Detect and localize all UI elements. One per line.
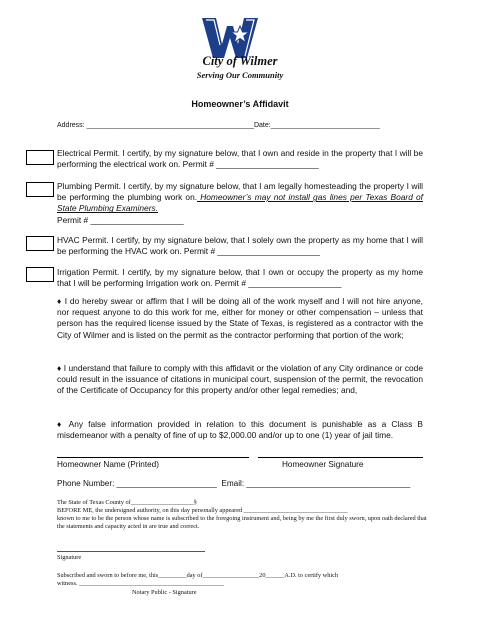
address-label: Address: ___________________________________________ xyxy=(57,122,254,129)
phone-label: Phone Number: ______________________ xyxy=(57,479,217,488)
statement-false-information: ♦ Any false information provided in relation to this document is punishable as a Class B misdemeanor with a penalty of fine of up to $2,000.00 and/or up to one (1) year of jail time. xyxy=(57,419,423,441)
notary-subscribed-line: Subscribed and sworn to before me, this_________day of__________________20______A.D. to certify which xyxy=(57,572,339,579)
statement-self-work: ♦ I do hereby swear or affirm that I will be doing all of the work myself and I will not hire anyone, nor request anyone to do this work for me, either for money or other compensation – unless that person has the required license issued by the State of Texas, is registered as a contractor with the City of Wilmer and is listed on the permit as the contractor performing that portion of the work; xyxy=(57,296,423,340)
notary-county-line: The State of Texas County of____________________§ xyxy=(57,499,197,506)
homeowner-name-line[interactable] xyxy=(57,457,249,458)
notary-signature-line[interactable] xyxy=(57,551,205,552)
electrical-permit-checkbox[interactable] xyxy=(26,150,54,165)
city-name: City of Wilmer xyxy=(202,54,278,68)
plumbing-gas-warning: Homeowner’s may not install gas lines per Texas Board of State Plumbing Examiners. xyxy=(57,192,423,214)
plumbing-permit-number: Permit # ____________________ xyxy=(57,214,184,225)
notary-witness-line: witness. ______________________________________________ xyxy=(57,580,224,587)
plumbing-permit-text: Plumbing Permit. I certify, by my signature below, that I am legally homesteading the property I will be performing the plumbing work on. Homeowner’s may not install gas lines per Texas Board of State Plumbing Examiners. Permit # ____________________ xyxy=(57,181,423,225)
statement-compliance: ♦ I understand that failure to comply with this affidavit or the violation of any City ordinance or code could result in the issuance of citations in municipal court, suspension of the permit, the revocation of the Certificate of Occupancy for this property and/or other legal remedies; and, xyxy=(57,363,423,396)
page-title: Homeowner’s Affidavit xyxy=(191,99,289,109)
tagline: Serving Our Community xyxy=(196,70,284,80)
irrigation-permit-text: Irrigation Permit. I certify, by my signature below, that I own or occupy the property as my home that I will be performing Irrigation work on. Permit # ____________________ xyxy=(57,267,423,289)
electrical-permit-text: Electrical Permit. I certify, by my signature below, that I own and reside in the property that I will be performing the electrical work on. Permit # ______________________ xyxy=(57,148,423,170)
date-label: Date:____________________________ xyxy=(253,122,380,129)
plumbing-permit-checkbox[interactable] xyxy=(26,182,54,197)
address-field[interactable] xyxy=(57,122,380,129)
notary-public-signature-label: Notary Public - Signature xyxy=(132,589,197,596)
hvac-permit-checkbox[interactable] xyxy=(26,236,54,251)
email-label: Email: ____________________________________ xyxy=(221,479,411,488)
homeowner-signature-line[interactable] xyxy=(258,457,423,458)
homeowner-name-label: Homeowner Name (Printed) xyxy=(57,460,159,469)
notary-known-text: known to me to be the person whose name is subscribed to the foregoing instrument and, being by me the first duly sworn, upon oath declared that the statements and capacity acted in are true and correct. xyxy=(57,515,427,531)
phone-number-field[interactable] xyxy=(57,479,410,488)
notary-before-me: BEFORE ME, the undersigned authority, on this day personally appeared _________________________________ xyxy=(57,507,348,514)
homeowner-signature-label: Homeowner Signature xyxy=(282,460,364,469)
irrigation-permit-checkbox[interactable] xyxy=(26,267,54,282)
notary-signature-label: Signature xyxy=(57,554,82,561)
hvac-permit-text: HVAC Permit. I certify, by my signature below, that I solely own the property as my home that I will be performing the HVAC work on. Permit # ______________________ xyxy=(57,235,423,257)
